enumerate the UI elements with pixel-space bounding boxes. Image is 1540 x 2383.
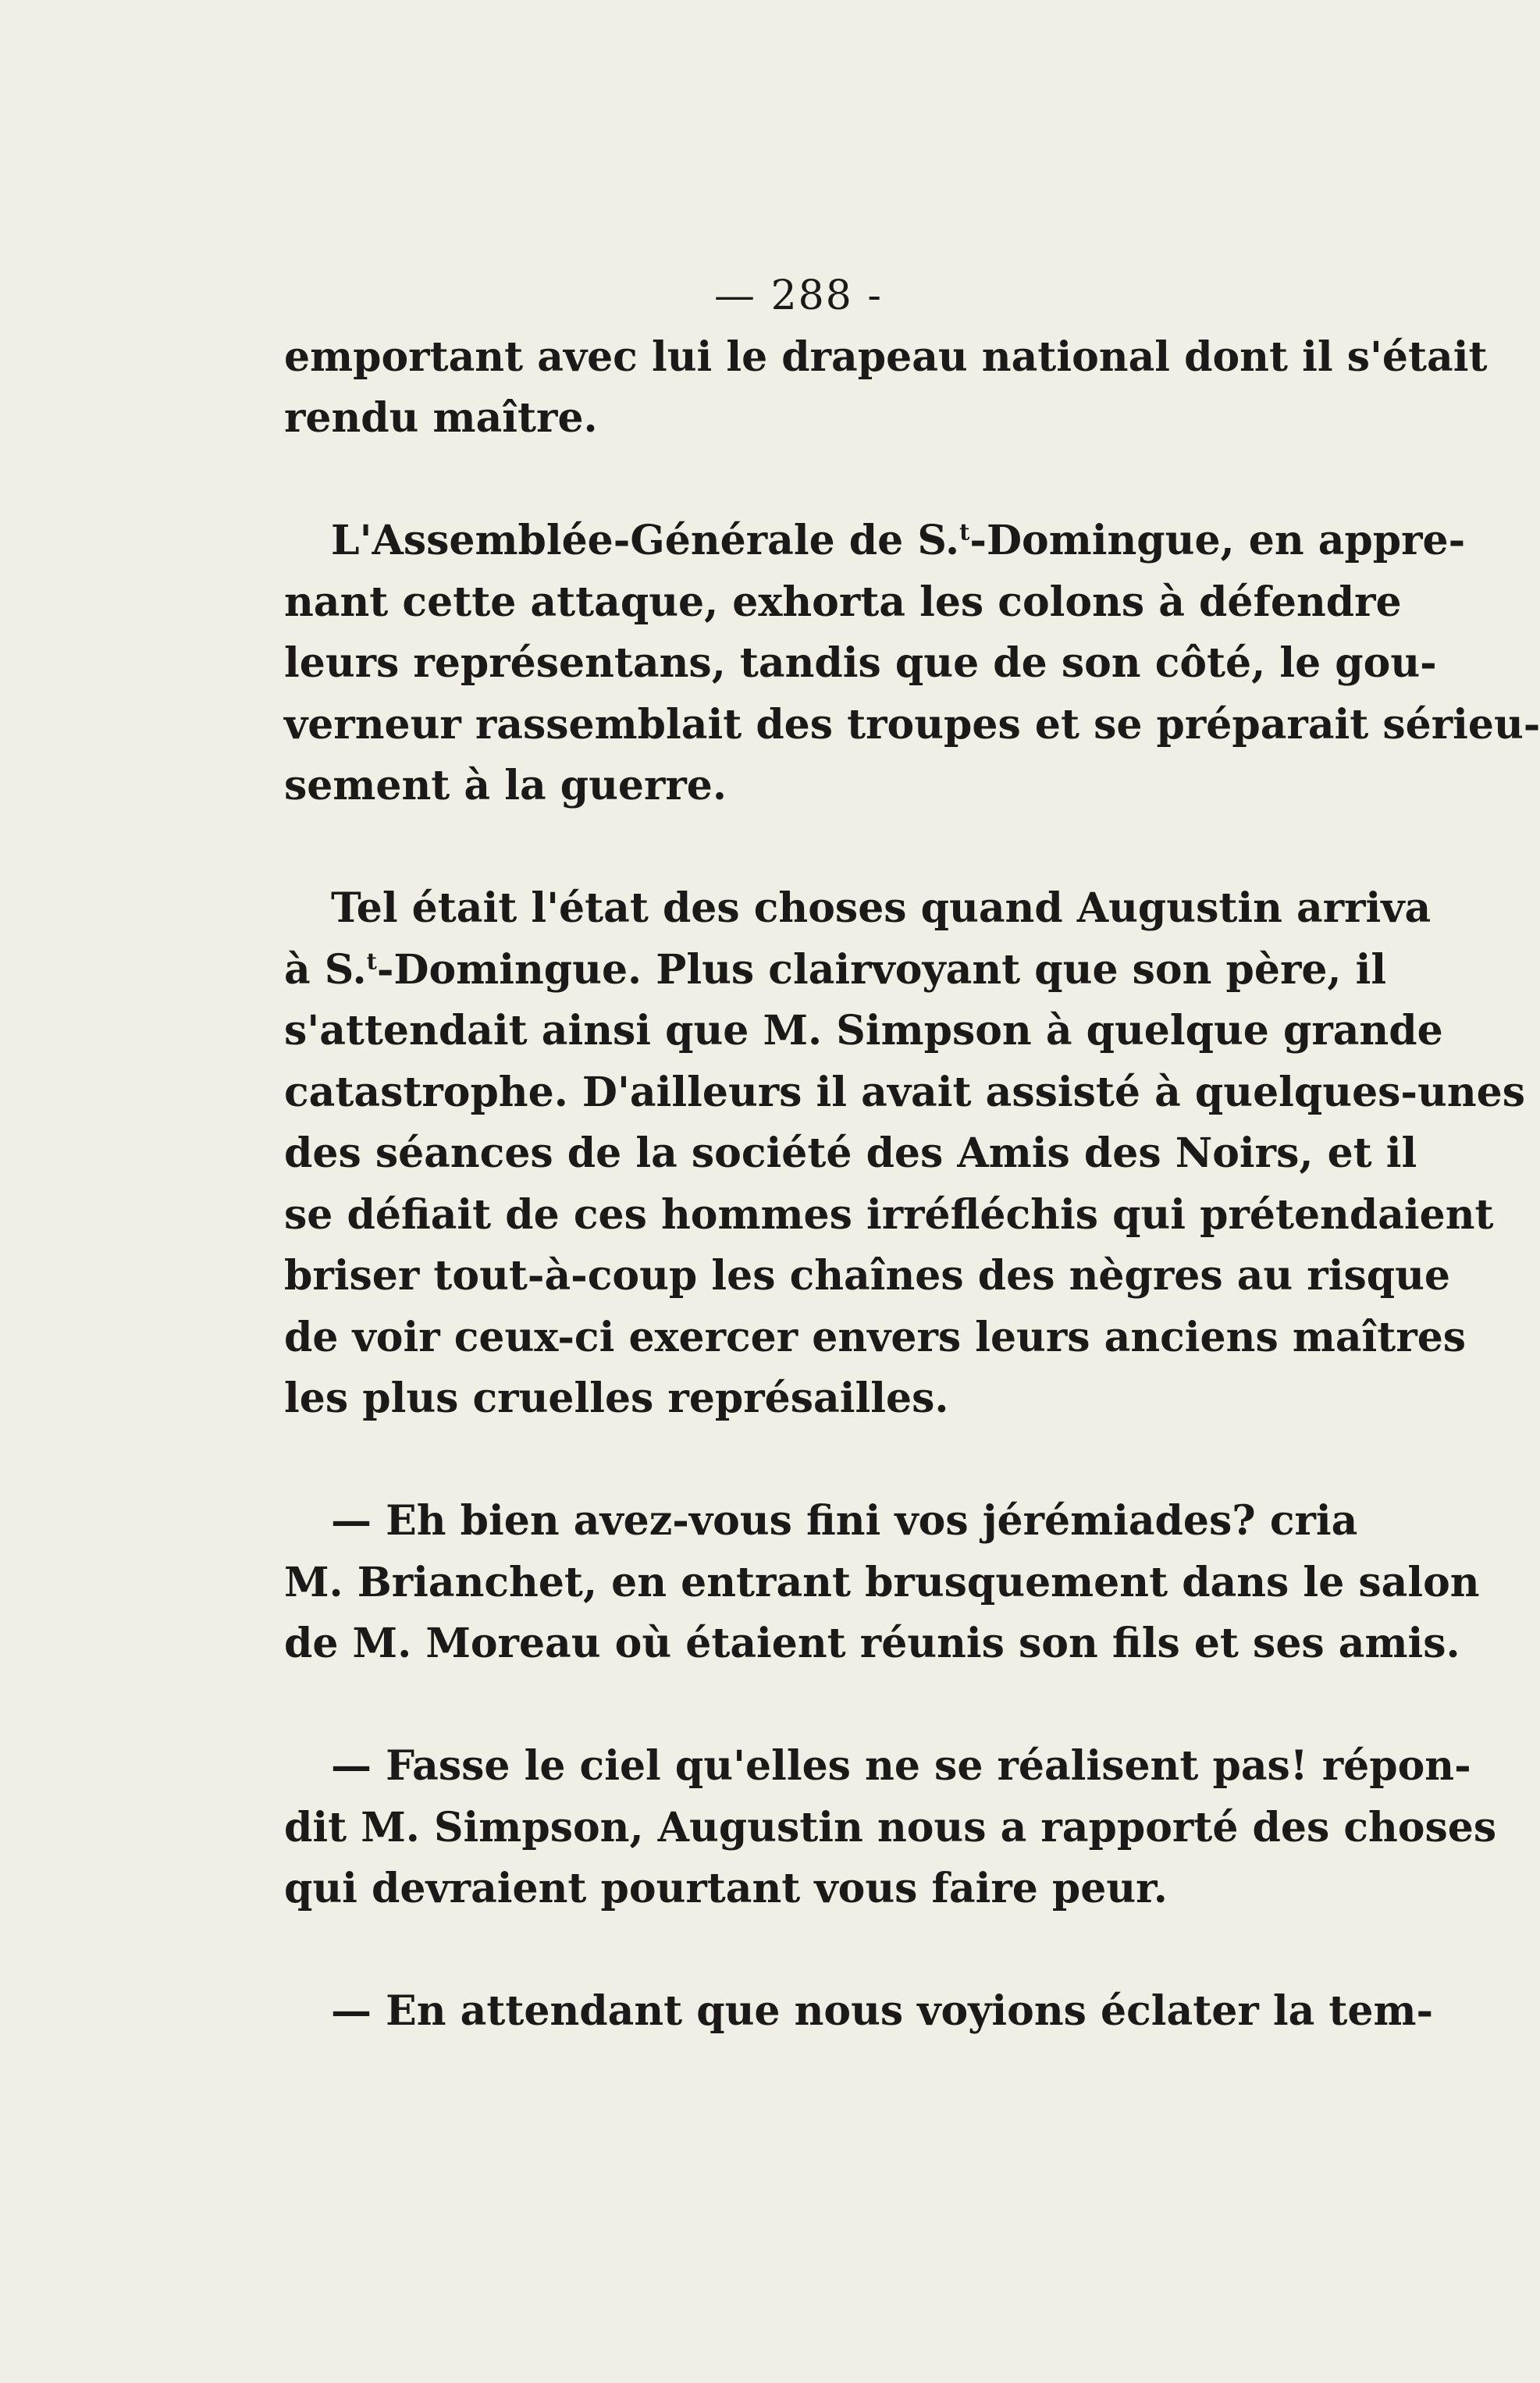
text-line: à S.$^t$-Domingue. Plus clairvoyant que son père, il	[284, 945, 1387, 994]
text-line: leurs représentans, tandis que de son côté, le gou-	[284, 639, 1437, 687]
text-line: nant cette attaque, exhorta les colons à défendre	[284, 578, 1402, 626]
text-line: des séances de la société des Amis des Noirs, et il	[284, 1129, 1417, 1177]
page-text-block	[284, 265, 1540, 2043]
text-line: Tel était l'état des choses quand Augustin arriva	[331, 884, 1432, 932]
text-line: qui devraient pourtant vous faire peur.	[284, 1865, 1168, 1912]
text-line: emportant avec lui le drapeau national dont il s'était	[284, 333, 1488, 381]
paragraph-2	[284, 510, 1540, 817]
paragraph-4	[284, 1491, 1480, 1675]
paragraph-3	[284, 878, 1525, 1430]
text-line: verneur rassemblait des troupes et se préparait sérieu-	[284, 700, 1540, 749]
text-line: — Fasse le ciel qu'elles ne se réalisent pas! répon-	[331, 1742, 1471, 1790]
text-line: de M. Moreau où étaient réunis son fils et ses amis.	[284, 1620, 1460, 1667]
text-line: catastrophe. D'ailleurs il avait assisté à quelques-unes	[284, 1068, 1525, 1116]
text-line: briser tout-à-coup les chaînes des nègres au risque	[284, 1252, 1450, 1300]
text-line: sement à la guerre.	[284, 762, 727, 809]
text-line: — Eh bien avez-vous fini vos jérémiades? cria	[331, 1497, 1358, 1545]
paragraph-6	[284, 1981, 1434, 2043]
page-number: — 288 -	[714, 272, 883, 319]
paragraph-5	[284, 1736, 1497, 1920]
text-line: L'Assemblée-Générale de S.$^t$-Domingue, en appre-	[331, 517, 1466, 564]
text-line: de voir ceux-ci exercer envers leurs anciens maîtres	[284, 1313, 1467, 1361]
text-line: — En attendant que nous voyions éclater la tem-	[331, 1987, 1434, 2035]
text-line: se défiait de ces hommes irréfléchis qui prétendaient	[284, 1190, 1494, 1239]
text-line: les plus cruelles représailles.	[284, 1375, 949, 1422]
text-line: M. Brianchet, en entrant brusquement dans le salon	[284, 1558, 1480, 1606]
text-line: rendu maître.	[284, 394, 598, 442]
paragraph-1	[284, 327, 1488, 450]
text-line: dit M. Simpson, Augustin nous a rapporté des choses	[284, 1803, 1497, 1851]
text-line: s'attendait ainsi que M. Simpson à quelque grande	[284, 1007, 1443, 1055]
